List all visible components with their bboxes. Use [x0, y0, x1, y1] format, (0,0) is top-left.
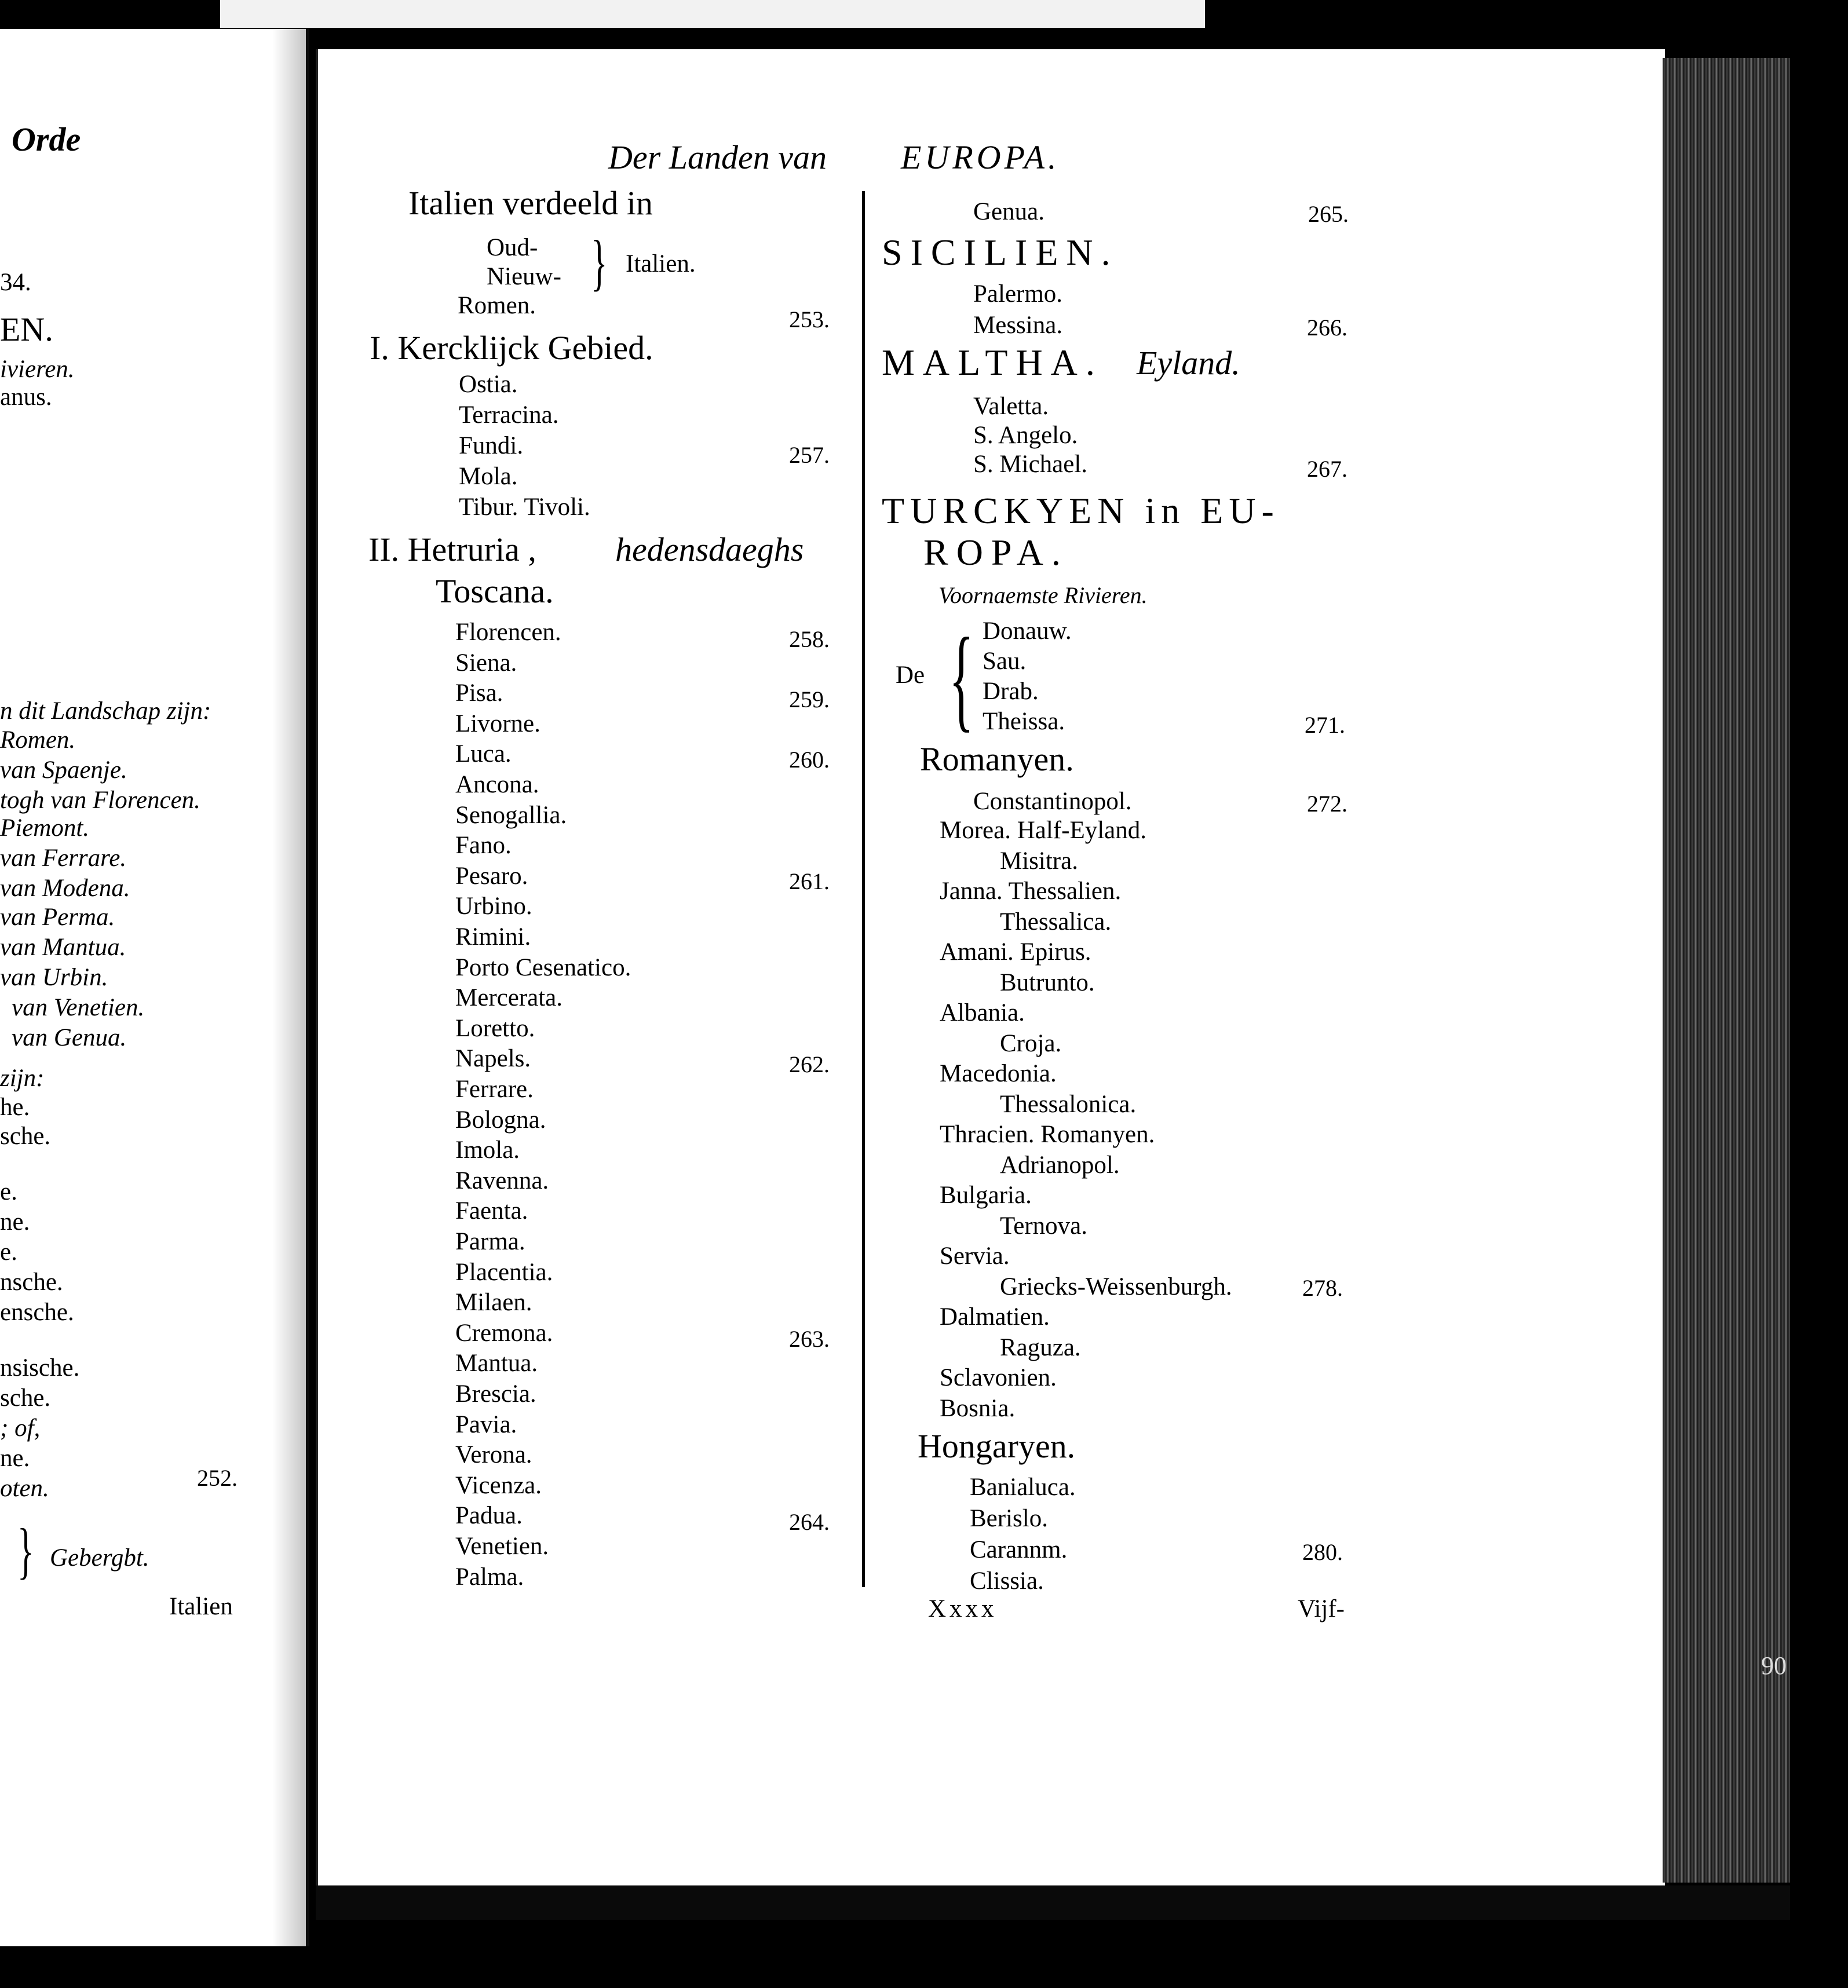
page-block-edge	[1663, 58, 1790, 1883]
town-entry: Faenta.	[455, 1197, 528, 1225]
sicilien-palermo: Palermo.	[973, 280, 1063, 308]
turkish-entry: Raguza.	[1000, 1333, 1081, 1361]
turkish-entry: Dalmatien.	[940, 1303, 1050, 1331]
catchword: Vijf-	[1298, 1595, 1345, 1622]
page-266: 266.	[1307, 315, 1347, 341]
turkish-entry: Macedonia.	[940, 1060, 1057, 1087]
left-catchword: Italien	[169, 1593, 233, 1620]
turkish-entry: Griecks-Weissenburgh.	[1000, 1273, 1232, 1300]
hongaryen-carannm: Carannm.	[970, 1536, 1068, 1563]
left-page-line: van Mantua.	[0, 934, 126, 961]
italien-brace: }	[591, 228, 608, 297]
left-page-line: van Urbin.	[0, 964, 108, 991]
page-265: 265.	[1308, 201, 1349, 227]
left-page-line: ivieren.	[0, 356, 75, 383]
left-page-line: oten.	[0, 1475, 49, 1502]
turkish-entry: Morea. Half-Eyland.	[940, 817, 1146, 844]
italien-word: Italien.	[626, 250, 696, 277]
left-page-line: van Genua.	[12, 1024, 127, 1051]
page-278: 278.	[1302, 1275, 1343, 1301]
bottom-shadow	[316, 1885, 1790, 1920]
river-sau: Sau.	[983, 648, 1027, 675]
left-page-line: van Modena.	[0, 875, 130, 902]
left-page-line: sche.	[0, 1384, 51, 1412]
turkish-entry: Bulgaria.	[940, 1182, 1032, 1209]
kerck-town: Tibur. Tivoli.	[459, 494, 590, 521]
town-entry: Padua.	[455, 1502, 523, 1530]
left-page-line: Romen.	[0, 726, 76, 754]
left-page-line: van Spaenje.	[0, 757, 127, 784]
town-entry: Brescia.	[455, 1380, 536, 1408]
turkish-entry: Butrunto.	[1000, 969, 1095, 996]
town-entry: Pavia.	[455, 1410, 517, 1438]
turkish-entry: Amani. Epirus.	[940, 938, 1091, 966]
left-brace: }	[17, 1516, 34, 1585]
maltha-eyland: Eyland.	[1137, 344, 1240, 382]
left-page-line: n dit Landschap zijn:	[0, 697, 211, 725]
left-page-line: Piemont.	[0, 814, 90, 842]
turkish-entry: Janna. Thessalien.	[940, 878, 1122, 905]
turkish-entry: Thracien. Romanyen.	[940, 1121, 1155, 1148]
page-263: 263.	[789, 1326, 830, 1352]
page-271: 271.	[1305, 712, 1345, 738]
signature-mark: Xxxx	[928, 1595, 998, 1622]
sicilien-heading: SICILIEN.	[882, 232, 1119, 273]
town-entry: Mantua.	[455, 1350, 538, 1377]
left-page-line: zijn:	[0, 1065, 45, 1092]
left-page-line: nsche.	[0, 1269, 63, 1296]
town-entry: Luca.	[455, 740, 512, 768]
italien-label: Italien verdeeld in	[408, 184, 653, 222]
town-entry: Siena.	[455, 649, 517, 677]
page-280: 280.	[1302, 1539, 1343, 1565]
town-entry: Palma.	[455, 1563, 524, 1591]
turkish-entry: Ternova.	[1000, 1212, 1088, 1240]
town-entry: Rimini.	[455, 923, 531, 951]
page-253: 253.	[789, 306, 830, 332]
runhead-title: EUROPA.	[901, 138, 1060, 176]
genua: Genua.	[973, 198, 1044, 225]
left-page-line: ne.	[0, 1445, 30, 1472]
page-258: 258.	[789, 626, 830, 652]
spine-shadow	[272, 29, 309, 1946]
toscana: Toscana.	[436, 572, 554, 610]
left-page-line: nsische.	[0, 1354, 80, 1382]
hetruria-heading-a: II. Hetruria ,	[368, 531, 536, 568]
town-entry: Milaen.	[455, 1289, 532, 1317]
town-entry: Parma.	[455, 1228, 525, 1255]
kerck-town: Ostia.	[459, 371, 518, 398]
town-entry: Imola.	[455, 1136, 520, 1164]
town-entry: Livorne.	[455, 710, 540, 737]
town-entry: Florencen.	[455, 619, 561, 646]
rivers-de: De	[896, 662, 925, 689]
town-entry: Senogallia.	[455, 801, 567, 829]
town-entry: Pisa.	[455, 679, 503, 707]
turkish-entry: Servia.	[940, 1242, 1010, 1270]
option-oud: Oud-	[487, 234, 538, 261]
rivers-brace: {	[949, 615, 974, 743]
left-page-line: ne.	[0, 1208, 30, 1236]
hongaryen-heading: Hongaryen.	[918, 1427, 1076, 1465]
town-entry: Ravenna.	[455, 1167, 549, 1194]
left-page-line: van Perma.	[0, 904, 115, 931]
turkish-entry: Bosnia.	[940, 1394, 1016, 1422]
left-page-line: anus.	[0, 383, 52, 411]
hongaryen-berislo: Berislo.	[970, 1505, 1048, 1532]
page-257: 257.	[789, 442, 830, 468]
romen: Romen.	[458, 292, 536, 319]
turkish-entry: Thessalica.	[1000, 908, 1112, 935]
left-page-line: ensche.	[0, 1299, 74, 1326]
maltha-angelo: S. Angelo.	[973, 422, 1078, 449]
sicilien-messina: Messina.	[973, 312, 1063, 339]
maltha-valetta: Valetta.	[973, 393, 1049, 420]
top-paper-edge	[220, 0, 1205, 28]
page-267: 267.	[1307, 456, 1347, 482]
town-entry: Pesaro.	[455, 862, 528, 890]
column-divider	[862, 191, 865, 1587]
page-262: 262.	[789, 1051, 830, 1077]
italien-heading	[408, 184, 653, 222]
turkish-entry: Albania.	[940, 999, 1025, 1026]
turkish-entry: Croja.	[1000, 1029, 1062, 1057]
turk-heading-b: ROPA.	[923, 532, 1069, 573]
river-drab: Drab.	[983, 678, 1039, 705]
page-261: 261.	[789, 868, 830, 894]
page-272: 272.	[1307, 791, 1347, 817]
romanyen-heading: Romanyen.	[920, 740, 1074, 778]
town-entry: Placentia.	[455, 1258, 553, 1286]
town-entry: Venetien.	[455, 1533, 549, 1560]
constantinopol: Constantinopol.	[973, 788, 1132, 815]
maltha-michael: S. Michael.	[973, 451, 1088, 478]
kerck-heading: I. Kercklijck Gebied.	[370, 329, 653, 367]
left-page-line: togh van Florencen.	[0, 787, 200, 814]
maltha-heading: MALTHA.	[882, 342, 1103, 383]
hongaryen-clissia: Clissia.	[970, 1567, 1044, 1595]
turkish-entry: Sclavonien.	[940, 1364, 1057, 1391]
kerck-town: Fundi.	[459, 432, 524, 459]
town-entry: Verona.	[455, 1441, 532, 1469]
left-page-line: ; of,	[0, 1415, 41, 1442]
hetruria-heading-b: hedensdaeghs	[615, 531, 804, 568]
runhead-prefix: Der Landen van	[608, 138, 827, 176]
town-entry: Vicenza.	[455, 1471, 542, 1499]
page-259: 259.	[789, 686, 830, 712]
left-page-line: sche.	[0, 1123, 51, 1150]
turkish-entry: Thessalonica.	[1000, 1090, 1137, 1118]
town-entry: Ferrare.	[455, 1076, 534, 1103]
left-gebergt: Gebergbt.	[50, 1544, 149, 1572]
left-page-line: e.	[0, 1178, 17, 1205]
turkish-entry: Misitra.	[1000, 847, 1078, 875]
left-page-line: e.	[0, 1238, 17, 1266]
town-entry: Urbino.	[455, 893, 532, 920]
town-entry: Cremona.	[455, 1319, 553, 1347]
left-page-line: van Venetien.	[12, 994, 145, 1021]
page-260: 260.	[789, 747, 830, 773]
town-entry: Napels.	[455, 1045, 531, 1073]
town-entry: Porto Cesenatico.	[455, 953, 631, 981]
town-entry: Mercerata.	[455, 984, 563, 1012]
rivers-heading: Voornaemste Rivieren.	[938, 582, 1148, 608]
option-nieuw: Nieuw-	[487, 263, 561, 290]
kerck-town: Mola.	[459, 463, 518, 490]
left-runhead: Orde	[12, 120, 81, 158]
hongaryen-banialuca: Banialuca.	[970, 1474, 1076, 1501]
town-entry: Ancona.	[455, 771, 539, 798]
page-264: 264.	[789, 1509, 830, 1535]
river-theissa: Theissa.	[983, 708, 1065, 735]
town-entry: Loretto.	[455, 1014, 535, 1042]
town-entry: Bologna.	[455, 1106, 546, 1134]
kerck-town: Terracina.	[459, 401, 559, 429]
left-page-line: he.	[0, 1094, 30, 1121]
town-entry: Fano.	[455, 832, 512, 860]
turk-heading-a: TURCKYEN in EU-	[882, 490, 1280, 531]
river-donauw: Donauw.	[983, 617, 1072, 645]
left-page-line: EN.	[0, 310, 53, 348]
left-page-number: 252.	[197, 1465, 238, 1491]
left-page-line: van Ferrare.	[0, 845, 127, 872]
left-page-line: 34.	[0, 269, 31, 296]
edge-mark: 90	[1761, 1651, 1787, 1680]
turkish-entry: Adrianopol.	[1000, 1151, 1120, 1179]
